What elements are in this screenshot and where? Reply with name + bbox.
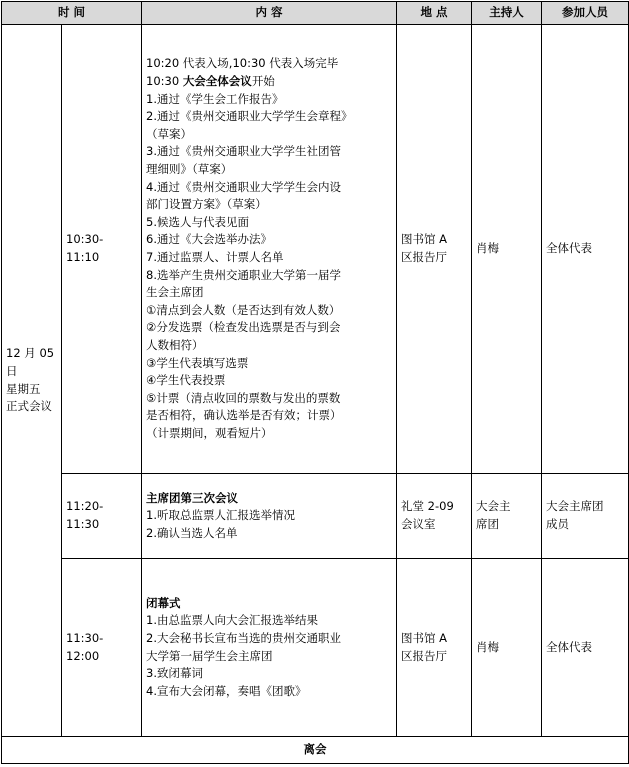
- host-line: 席团: [476, 517, 500, 531]
- content-line: 3.通过《贵州交通职业大学学生社团管: [146, 144, 341, 159]
- header-participants: 参加人员: [542, 2, 629, 25]
- table-row: [2, 25, 629, 474]
- host-line: 大会主: [476, 499, 511, 514]
- content-line: 1.听取总监票人汇报选举情况: [146, 508, 295, 523]
- content-line: 1.由总监票人向大会汇报选举结果: [146, 613, 318, 628]
- content-line: （草案）: [146, 126, 193, 141]
- location-cell: [397, 25, 472, 474]
- host-cell: 肖梅: [472, 25, 542, 474]
- content-cell: [142, 25, 397, 474]
- weekday-line: 星期五: [6, 381, 41, 396]
- content-line: 大学第一届学生会主席团: [146, 648, 273, 663]
- content-line-text: 10:30 大会全体会议开始: [146, 74, 275, 89]
- schedule-table: [1, 1, 629, 764]
- content-line: 是否相符，确认选举是否有效；计票）: [146, 408, 342, 423]
- time-cell: [62, 559, 142, 737]
- location-cell: [397, 559, 472, 737]
- content-line: 4.通过《贵州交通职业大学学生会内设: [146, 179, 341, 194]
- location-line: 图书馆 A: [401, 232, 448, 247]
- content-cell: [142, 474, 397, 559]
- content-line: 3.致闭幕词: [146, 666, 203, 681]
- content-line: ④学生代表投票: [146, 373, 226, 388]
- content-line: 4.宣布大会闭幕，奏唱《团歌》: [146, 683, 307, 698]
- content-line: 人数相符）: [146, 337, 204, 352]
- content-line: 闭幕式: [146, 595, 181, 610]
- content-line: 部门设置方案》（草案）: [146, 197, 267, 212]
- location-line: 礼堂 2-09: [401, 499, 454, 514]
- header-location: 地 点: [397, 2, 472, 25]
- location-line: 区报告厅: [401, 648, 448, 663]
- time-end: 11:10: [66, 250, 100, 264]
- content-cell: [142, 559, 397, 737]
- content-line: [146, 73, 392, 91]
- participants-line: 成员: [546, 517, 570, 531]
- content-line: 生会主席团: [146, 285, 204, 300]
- time-start: 10:30-: [66, 232, 104, 247]
- time-end: 11:30: [66, 517, 100, 531]
- content-line: 2.确认当选人名单: [146, 525, 238, 540]
- content-line: 8.选举产生贵州交通职业大学第一届学: [146, 267, 341, 282]
- host-cell: [472, 474, 542, 559]
- content-line: ①清点到会人数（是否达到有效人数）: [146, 302, 341, 317]
- host-cell: 肖梅: [472, 559, 542, 737]
- content-line: 1.通过《学生会工作报告》: [146, 91, 284, 106]
- date-line: 12 月 05 日: [6, 346, 55, 378]
- content-line: ②分发选票（检查发出选票是否与到会: [146, 320, 341, 335]
- participants-cell: [542, 474, 629, 559]
- content-line: 7.通过监票人、计票人名单: [146, 250, 284, 264]
- participants-line: 大会主席团: [546, 499, 604, 514]
- time-start: 11:30-: [66, 630, 104, 645]
- content-line: ⑤计票（清点收回的票数与发出的票数: [146, 390, 341, 405]
- table-row: [2, 559, 629, 737]
- time-start: 11:20-: [66, 499, 104, 514]
- participants-cell: 全体代表: [542, 25, 629, 474]
- participants-cell: 全体代表: [542, 559, 629, 737]
- content-line: 2.通过《贵州交通职业大学学生会章程》: [146, 109, 353, 124]
- location-line: 区报告厅: [401, 250, 448, 264]
- content-line: 2.大会秘书长宣布当选的贵州交通职业: [146, 630, 341, 645]
- time-cell: [62, 25, 142, 474]
- time-end: 12:00: [66, 648, 100, 663]
- table-row: [2, 474, 629, 559]
- content-line: 主席团第三次会议: [146, 490, 239, 505]
- header-row: [2, 2, 629, 25]
- session-type-line: 正式会议: [6, 399, 52, 414]
- header-content: 内 容: [142, 2, 397, 25]
- content-line: 10:20 代表入场,10:30 代表入场完毕: [146, 56, 339, 71]
- location-cell: [397, 474, 472, 559]
- time-cell: [62, 474, 142, 559]
- content-line: 6.通过《大会选举办法》: [146, 232, 272, 247]
- location-line: 会议室: [401, 517, 436, 531]
- content-line: 5.候选人与代表见面: [146, 214, 249, 229]
- footer-row: [2, 737, 629, 764]
- location-line: 图书馆 A: [401, 630, 448, 645]
- header-time: 时 间: [2, 2, 142, 25]
- departure-cell: 离会: [2, 737, 629, 764]
- header-host: 主持人: [472, 2, 542, 25]
- date-cell: [2, 25, 62, 737]
- content-line: （计票期间，观看短片）: [146, 425, 273, 440]
- content-line: 理细则》（草案）: [146, 162, 233, 177]
- content-line: ③学生代表填写选票: [146, 355, 249, 370]
